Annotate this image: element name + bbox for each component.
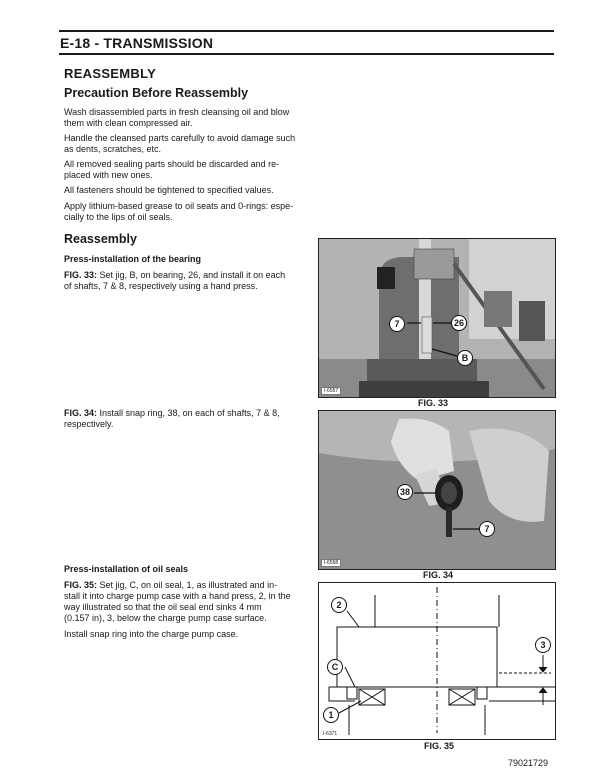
precaution-para-2: Handle the cleansed parts carefully to avoid damage such as dents, scratches, etc. bbox=[64, 133, 296, 154]
callout-7: 7 bbox=[479, 521, 495, 537]
bearing-subheading: Press-installation of the bearing bbox=[64, 254, 202, 264]
fig33-caption: FIG. 33 bbox=[418, 398, 449, 408]
callout-7: 7 bbox=[389, 316, 405, 332]
page-title: REASSEMBLY bbox=[64, 66, 157, 81]
fig34-image-id: I-6558 bbox=[321, 559, 341, 567]
reassembly-heading: Reassembly bbox=[64, 232, 137, 246]
precaution-heading: Precaution Before Reassembly bbox=[64, 86, 249, 100]
header-rule-top bbox=[59, 30, 554, 32]
callout-26: 26 bbox=[451, 315, 467, 331]
callout-c: C bbox=[327, 659, 343, 675]
snap-ring-instruction: Install snap ring into the charge pump case. bbox=[64, 629, 239, 639]
fig33-photo bbox=[318, 238, 556, 398]
fig33-instruction: FIG. 33: Set jig, B, on bearing, 26, and install it on each of shafts, 7 & 8, respectively using a hand press. bbox=[64, 270, 286, 291]
fig35-image-id: I-6371 bbox=[323, 731, 338, 737]
fig34-instruction: FIG. 34: Install snap ring, 38, on each of shafts, 7 & 8, respectively. bbox=[64, 408, 280, 429]
oil-seal-diagram bbox=[319, 583, 555, 739]
fig34-caption: FIG. 34 bbox=[423, 570, 454, 580]
precaution-para-4: All fasteners should be tightened to specified values. bbox=[64, 185, 274, 195]
document-number: 79021729 bbox=[508, 758, 549, 768]
header-rule-bottom bbox=[59, 53, 554, 55]
fig34-photo bbox=[318, 410, 556, 570]
callout-2: 2 bbox=[331, 597, 347, 613]
callout-1: 1 bbox=[323, 707, 339, 723]
fig35-instruction: FIG. 35: Set jig, C, on oil seal, 1, as illustrated and in- stall it into charge pump case with a hand press, 2, in the way illustrated so that the oil seal end sinks 4 mm (0.157 in), 3, below the charge pump case surface. bbox=[64, 580, 291, 623]
fig35-caption: FIG. 35 bbox=[424, 741, 455, 751]
snap-ring-photo bbox=[319, 411, 555, 569]
precaution-para-3: All removed sealing parts should be discarded and re- placed with new ones. bbox=[64, 159, 280, 180]
fig35-diagram bbox=[318, 582, 556, 740]
callout-38: 38 bbox=[397, 484, 413, 500]
seal-subheading: Press-installation of oil seals bbox=[64, 564, 189, 574]
section-header: E-18 - TRANSMISSION bbox=[60, 35, 214, 51]
callout-b: B bbox=[457, 350, 473, 366]
fig33-image-id: I-6557 bbox=[321, 387, 341, 395]
precaution-para-1: Wash disassembled parts in fresh cleansing oil and blow them with clean compressed air. bbox=[64, 107, 290, 128]
callout-3: 3 bbox=[535, 637, 551, 653]
hand-press-photo bbox=[319, 239, 555, 397]
precaution-para-5: Apply lithium-based grease to oil seats and 0-rings: espe- cially to the lips of oil seals. bbox=[64, 201, 294, 222]
